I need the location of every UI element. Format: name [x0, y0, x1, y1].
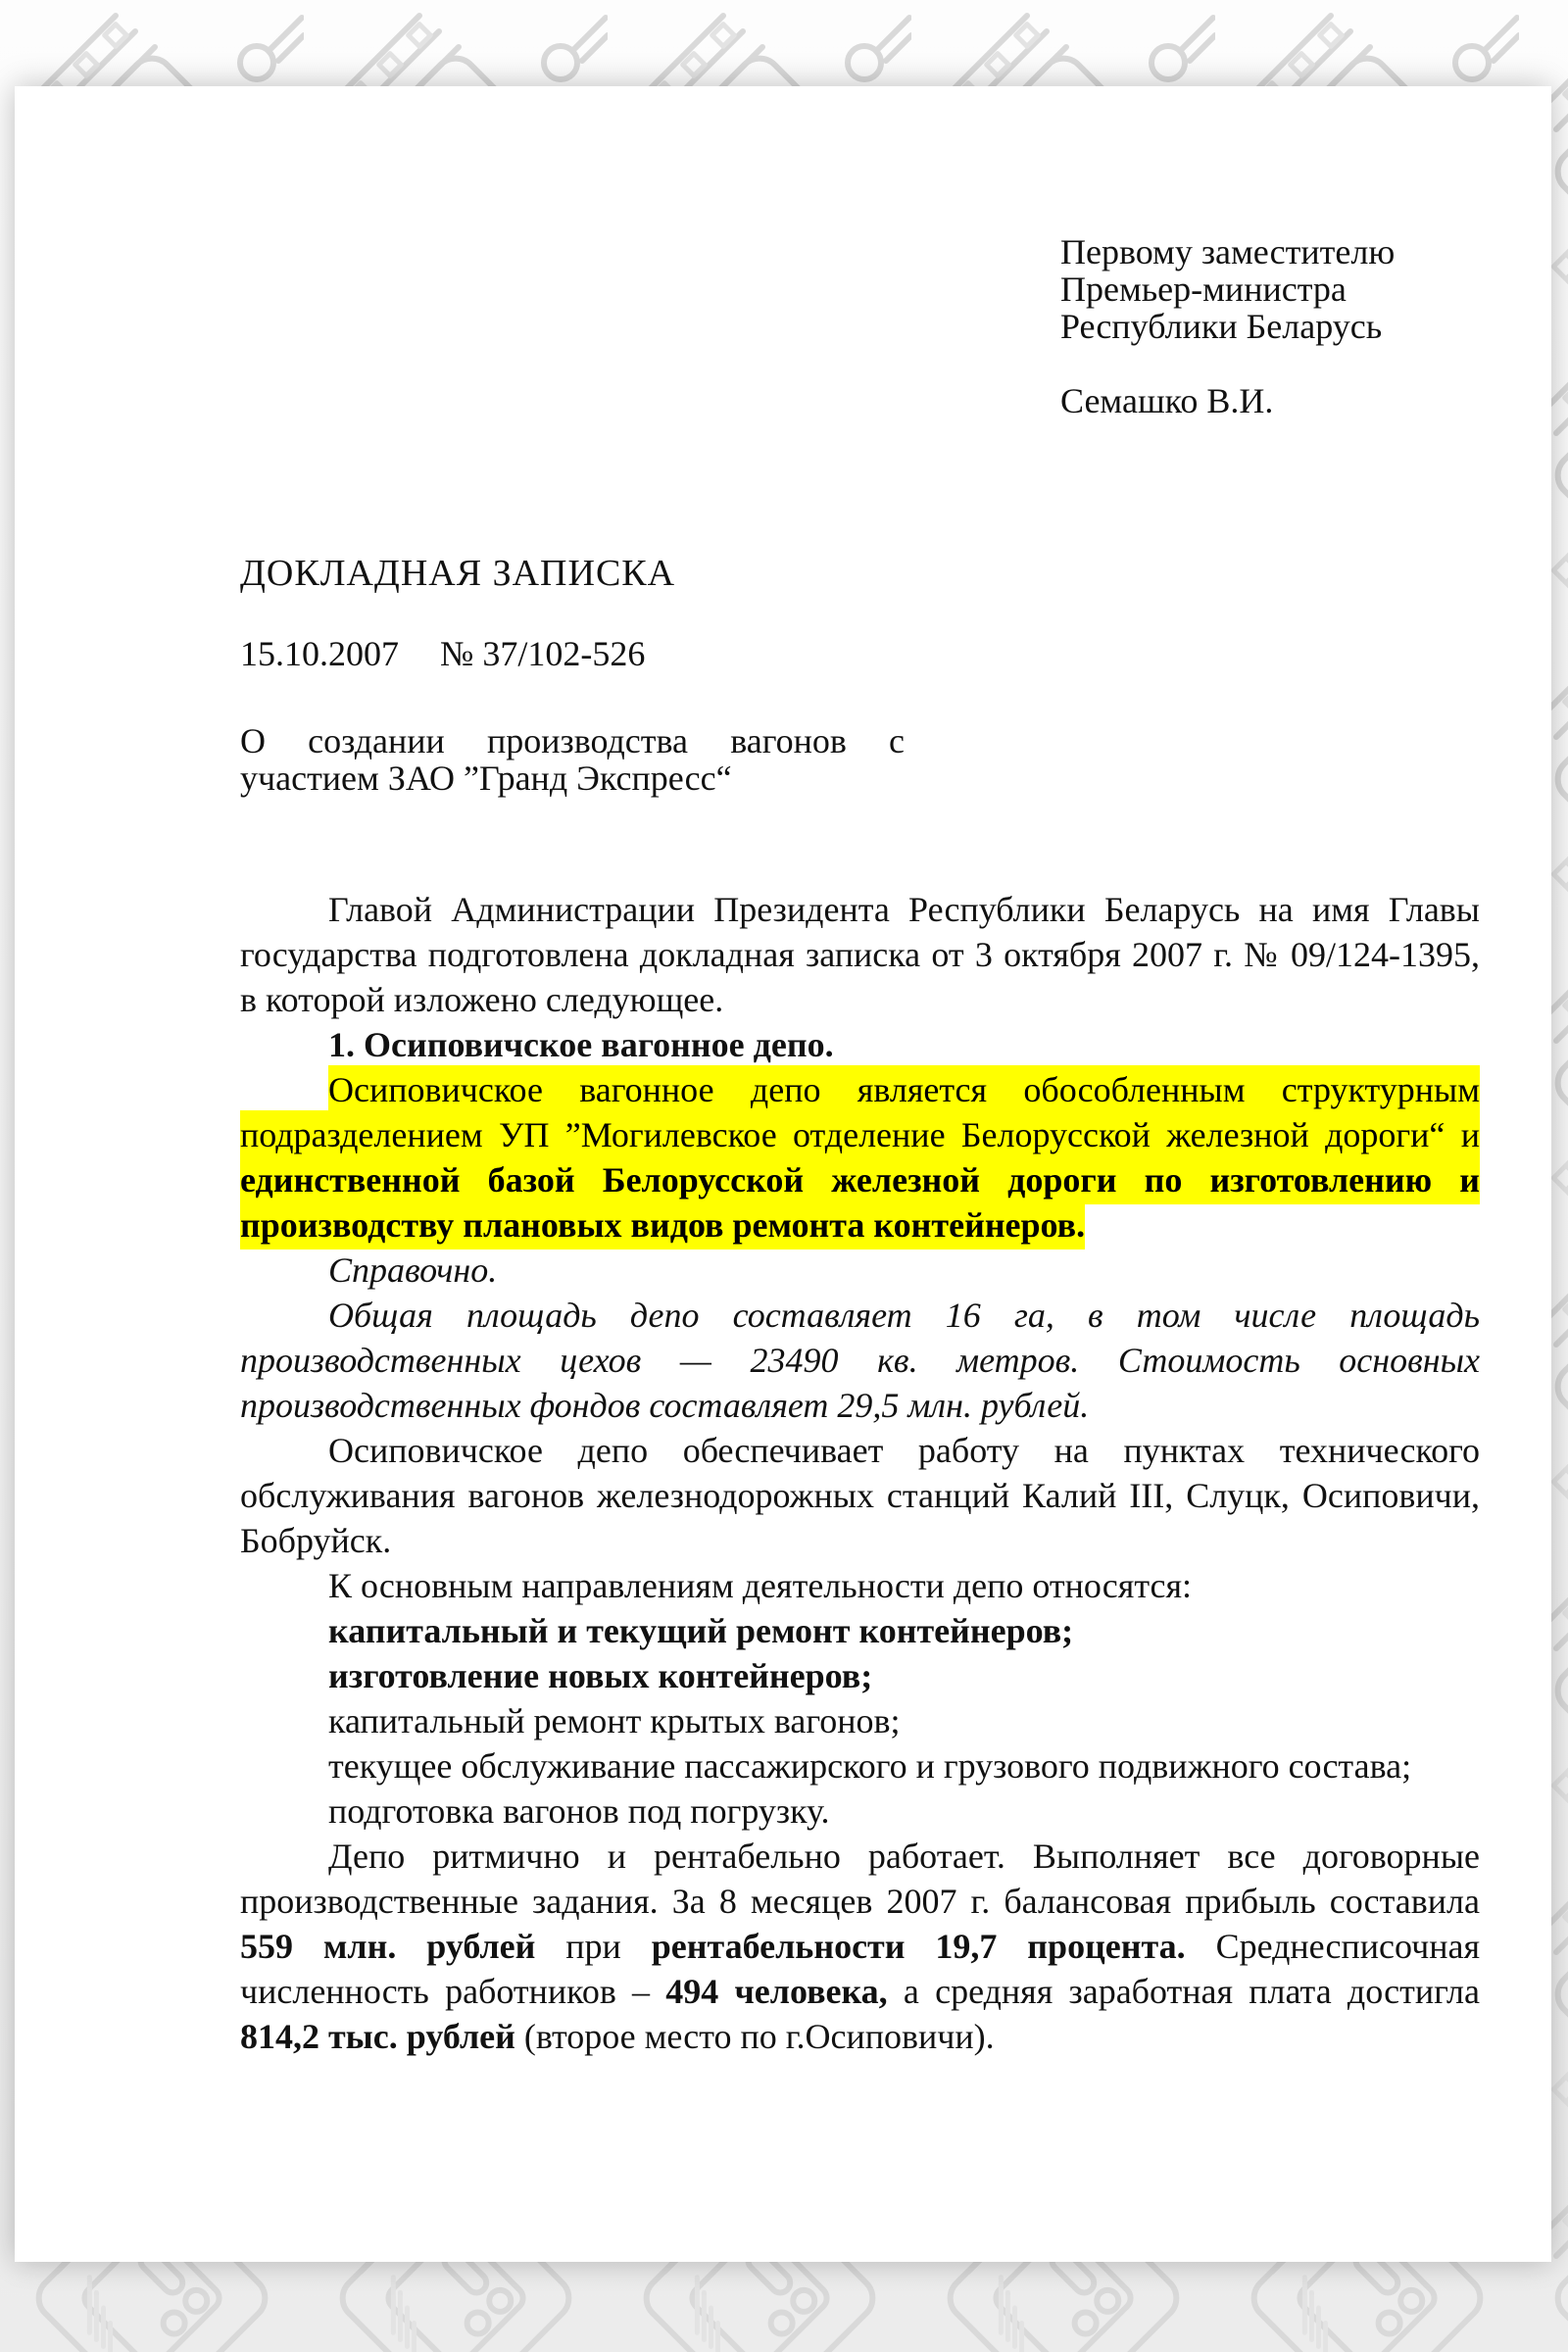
text-segment: 814,2 тыс. рублей [240, 2017, 515, 2056]
recipient-line: Первому заместителю [1060, 232, 1396, 271]
highlighted-paragraph [240, 1067, 1480, 1248]
text-segment: Главой Администрации Президента Республики Беларусь на имя Главы государства подготовлена докладная записка от 3 октября 2007 г. № 09/124-1395, в которой изложено следующее. [240, 890, 1480, 1019]
text-segment: Осиповичское вагонное депо является обособленным структурным подразделением УП ”Могилевское отделение Белорусской железной дороги“ и [240, 1070, 1480, 1154]
document-date: 15.10.2007 [240, 634, 399, 673]
subject-line: О создании производства вагонов с [240, 721, 905, 760]
date-line [240, 634, 1480, 673]
text-segment: капитальный ремонт крытых вагонов; [328, 1701, 901, 1740]
activity-item-3 [240, 1698, 1480, 1743]
document-title: ДОКЛАДНАЯ ЗАПИСКА [240, 553, 676, 594]
text-segment: Справочно. [328, 1250, 498, 1290]
activity-item-5 [240, 1788, 1480, 1834]
activity-item-1 [240, 1608, 1480, 1653]
reference-label [240, 1248, 1480, 1293]
document-number: № 37/102-526 [440, 634, 646, 673]
subject-block [240, 722, 905, 797]
depot-service-paragraph [240, 1428, 1480, 1563]
document-page [15, 86, 1551, 2262]
document-body [240, 887, 1480, 2059]
reference-paragraph [240, 1293, 1480, 1428]
text-segment: 1. Осиповичское вагонное депо. [328, 1025, 834, 1064]
activity-item-2 [240, 1653, 1480, 1698]
text-segment: при [535, 1927, 652, 1966]
text-segment: К основным направлениям деятельности депо относятся: [328, 1566, 1193, 1605]
text-segment: 559 млн. рублей [240, 1927, 536, 1966]
text-segment: 494 человека, [665, 1972, 888, 2011]
performance-paragraph [240, 1834, 1480, 2059]
text-segment: (второе место по г.Осиповичи). [514, 2017, 995, 2056]
text-segment: Осиповичское депо обеспечивает работу на пунктах технического обслуживания вагонов железнодорожных станций Калий III, Слуцк, Осиповичи, Бобруйск. [240, 1431, 1480, 1560]
subject-line: участием ЗАО ”Гранд Экспресс“ [240, 759, 732, 798]
text-segment: единственной базой Белорусской железной дороги по изготовлению и производству плановых видов ремонта контейнеров. [240, 1160, 1480, 1245]
intro-paragraph [240, 887, 1480, 1022]
recipient-line: Республики Беларусь [1060, 307, 1383, 346]
section-1-heading [240, 1022, 1480, 1067]
text-segment: Общая площадь депо составляет 16 га, в том числе площадь производственных цехов — 23490 кв. метров. Стоимость основных производственных фондов составляет 29,5 млн. рублей. [240, 1296, 1480, 1425]
highlighted-text [240, 1065, 1480, 1250]
text-segment: рентабельности 19,7 процента. [651, 1927, 1186, 1966]
text-segment: Среднесписочная численность работников – [240, 1927, 1481, 2011]
activity-item-4 [240, 1743, 1480, 1788]
recipient-block [1060, 233, 1452, 419]
text-segment: а средняя заработная плата достигла [887, 1972, 1481, 2011]
text-segment: капитальный и текущий ремонт контейнеров; [328, 1611, 1074, 1650]
text-segment: изготовление новых контейнеров; [328, 1656, 873, 1695]
text-segment: Депо ритмично и рентабельно работает. Выполняет все договорные производственные задания. За 8 месяцев 2007 г. балансовая прибыль составила [240, 1837, 1480, 1921]
text-segment: текущее обслуживание пассажирского и грузового подвижного состава; [328, 1746, 1412, 1786]
addressee-name: Семашко В.И. [1060, 381, 1274, 420]
recipient-line: Премьер-министра [1060, 270, 1347, 309]
text-segment: подготовка вагонов под погрузку. [328, 1791, 830, 1831]
activities-intro [240, 1563, 1480, 1608]
